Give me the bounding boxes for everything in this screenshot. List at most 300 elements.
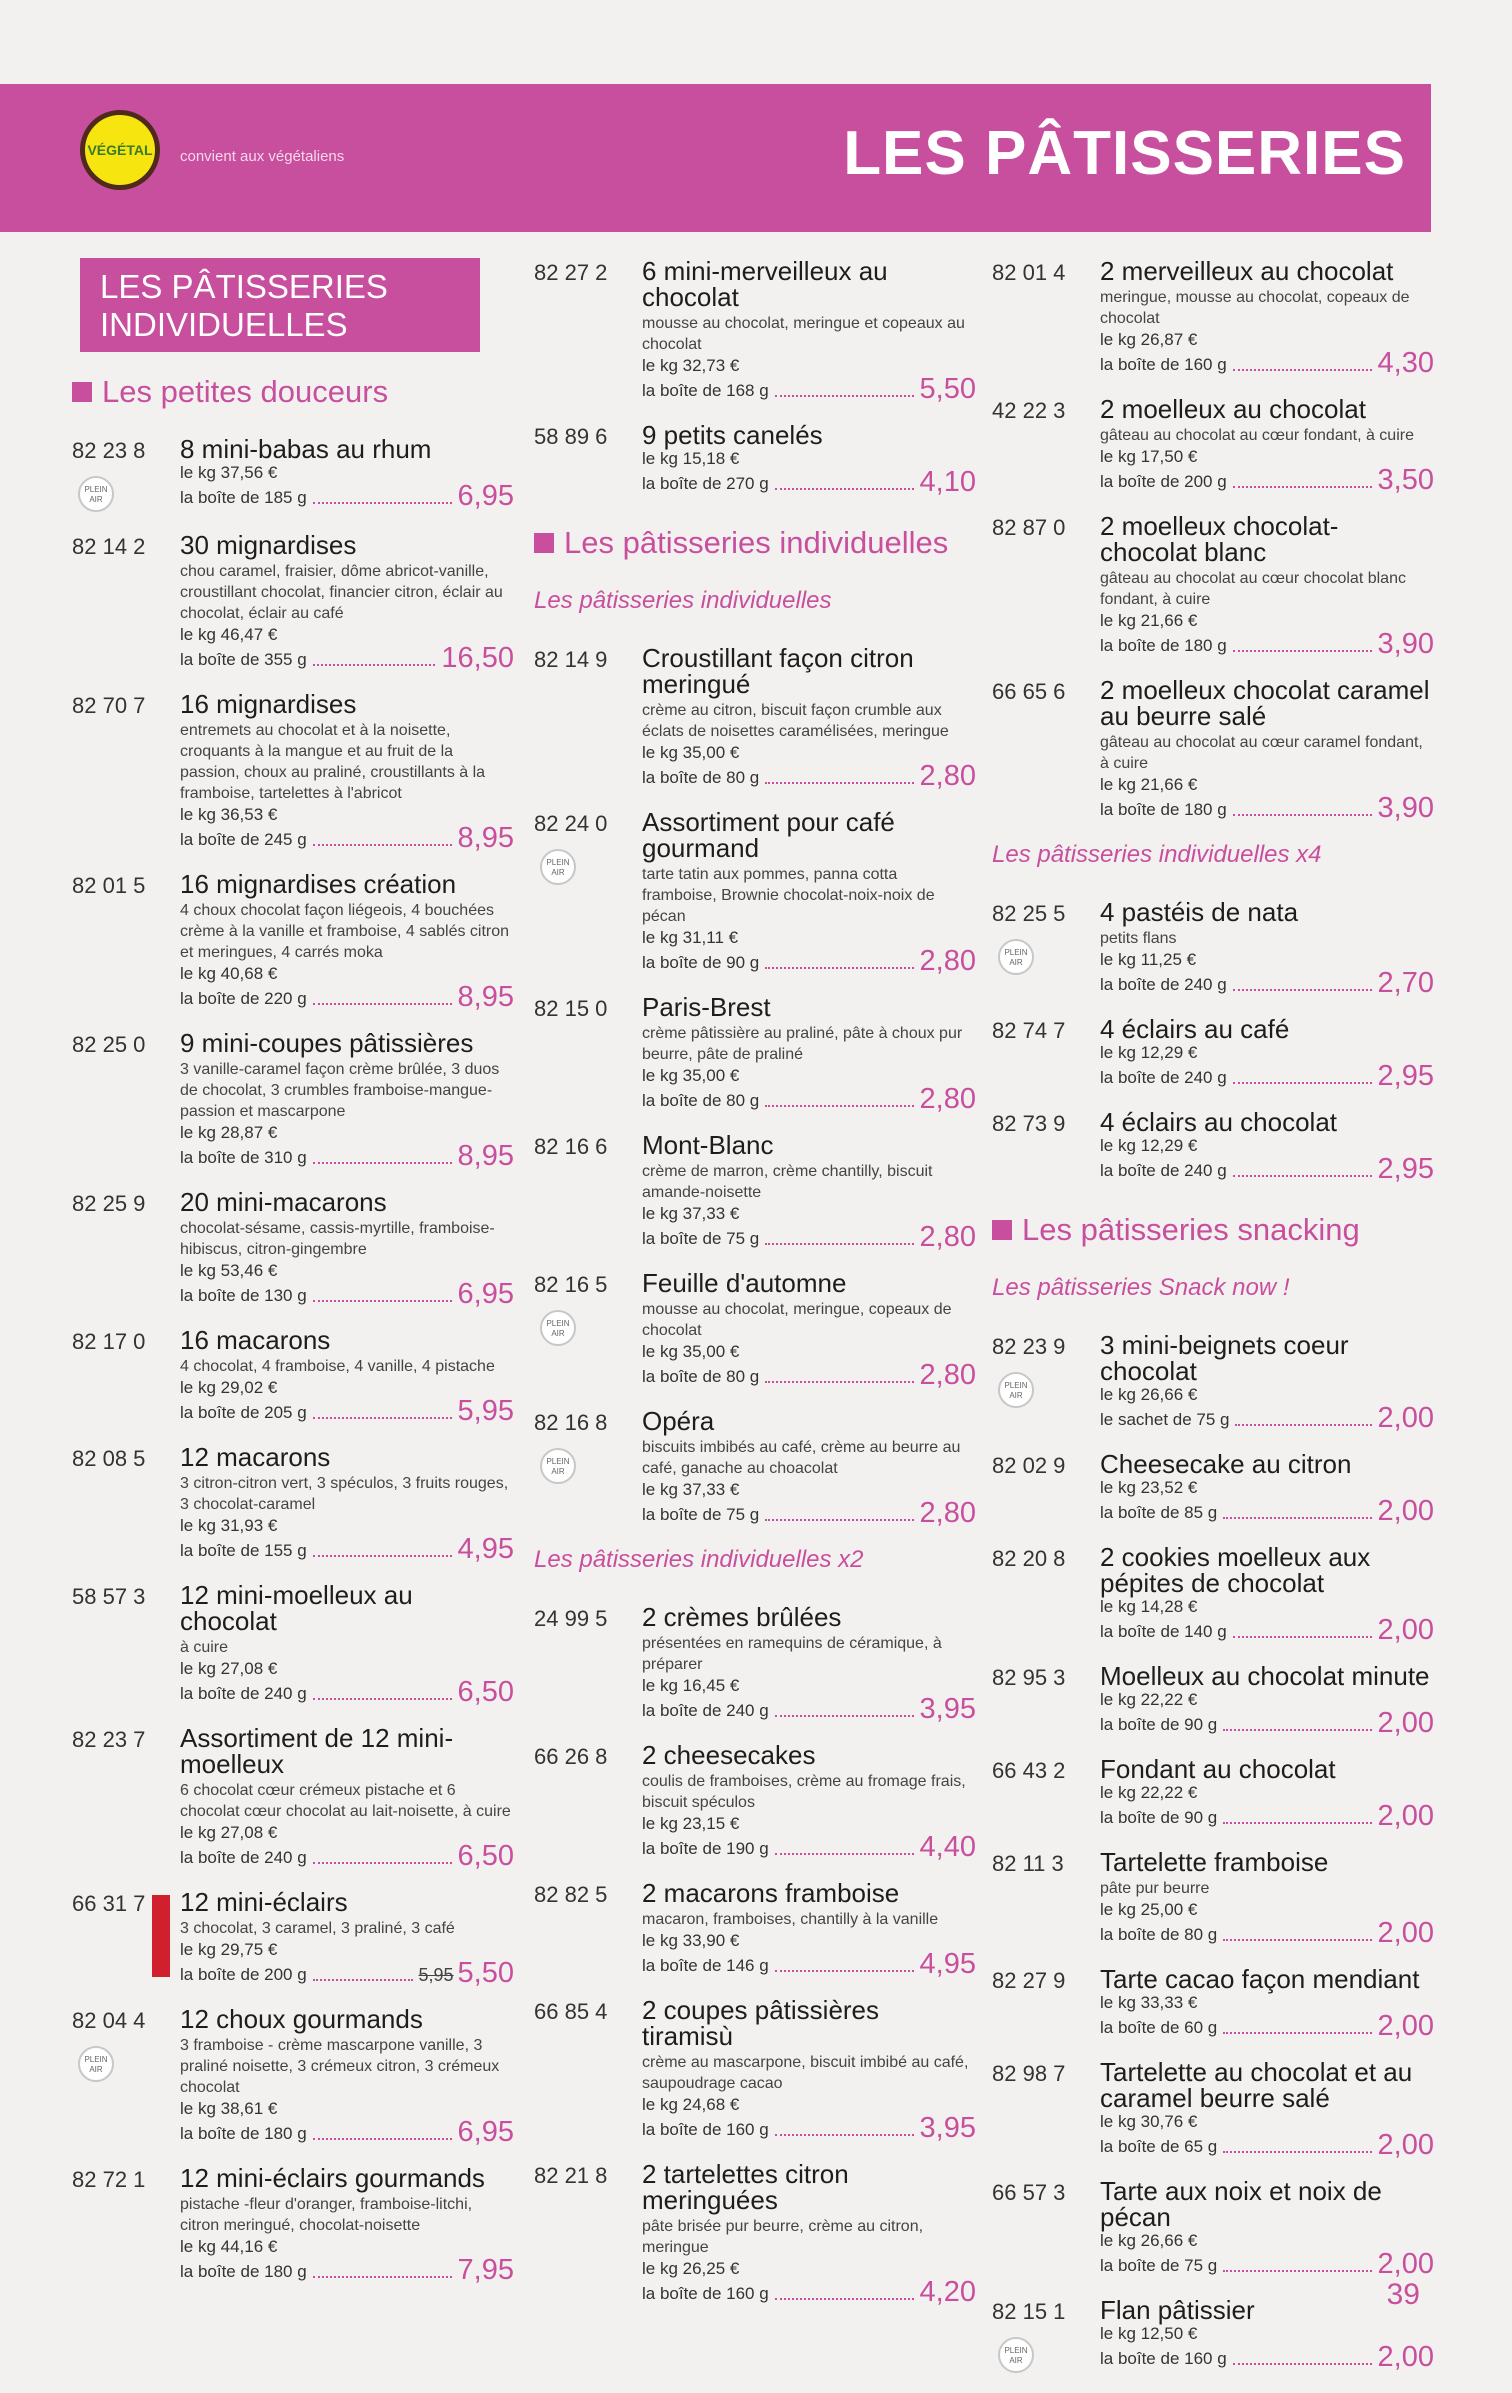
package-size: la boîte de 75 g xyxy=(642,1229,760,1248)
product-list xyxy=(72,434,514,2286)
price-per-kg: le kg 11,25 € xyxy=(1100,950,1197,969)
product-list xyxy=(534,643,976,1529)
sans-gluten-logo-icon: PLEIN AIR xyxy=(78,2046,114,2082)
vegetal-icon: VÉGÉTAL xyxy=(80,110,160,190)
product-price: 4,10 xyxy=(919,466,976,498)
dotted-leader xyxy=(313,1003,452,1005)
dotted-leader xyxy=(775,488,914,490)
package-size: la boîte de 60 g xyxy=(1100,2018,1218,2037)
price-per-kg: le kg 30,76 € xyxy=(1100,2112,1198,2131)
product-description: mousse au chocolat, meringue, copeaux de chocolat xyxy=(642,1301,952,1339)
product-item xyxy=(72,689,514,854)
product-info xyxy=(642,1406,976,1529)
product-name: Assortiment pour café gourmand xyxy=(642,807,895,863)
package-line xyxy=(1100,2010,1434,2042)
product-price: 2,00 xyxy=(1377,2341,1434,2373)
dotted-leader xyxy=(313,1698,452,1700)
product-name: 12 mini-éclairs xyxy=(180,1887,348,1917)
dotted-leader xyxy=(1233,1175,1372,1177)
product-description: 3 framboise - crème mascarpone vanille, 3 praliné noisette, 3 crémeux citron, 3 crémeux chocolat xyxy=(180,2037,500,2096)
product-description: gâteau au chocolat au cœur chocolat blanc fondant, à cuire xyxy=(1100,570,1406,608)
price-per-kg: le kg 15,18 € xyxy=(642,449,740,468)
product-item xyxy=(534,643,976,792)
product-info xyxy=(1100,1449,1434,1527)
product-description: pâte pur beurre xyxy=(1100,1880,1210,1897)
product-name: Moelleux au chocolat minute xyxy=(1100,1661,1430,1691)
product-code: 82 87 0 xyxy=(992,515,1066,540)
product-code: 82 17 0 xyxy=(72,1329,146,1354)
dotted-leader xyxy=(313,1862,452,1864)
dotted-leader xyxy=(1233,369,1372,371)
product-code: 42 22 3 xyxy=(992,398,1066,423)
dotted-leader xyxy=(313,1555,452,1557)
product-code: 82 23 8 xyxy=(72,438,146,463)
product-item xyxy=(534,1602,976,1725)
product-price: 6,95 xyxy=(457,1278,514,1310)
product-item xyxy=(992,1330,1434,1434)
sans-gluten-logo-icon: PLEIN AIR xyxy=(540,1448,576,1484)
product-price: 3,95 xyxy=(919,1693,976,1725)
product-code-wrap xyxy=(534,422,642,495)
product-code-wrap xyxy=(72,1889,180,1986)
product-price: 8,95 xyxy=(457,981,514,1013)
package-line xyxy=(642,2112,976,2144)
product-info xyxy=(180,530,514,674)
product-code: 82 15 1 xyxy=(992,2299,1066,2324)
product-code-wrap xyxy=(992,899,1100,996)
product-item xyxy=(534,420,976,498)
product-item xyxy=(992,897,1434,999)
price-per-kg: le kg 31,11 € xyxy=(642,928,739,947)
product-list xyxy=(992,256,1434,824)
product-price: 2,00 xyxy=(1377,1495,1434,1527)
dotted-leader xyxy=(313,2276,452,2278)
product-description: 4 choux chocolat façon liégeois, 4 bouchées crème à la vanille et framboise, 4 sablés citron et meringues, 4 carrés moka xyxy=(180,902,510,961)
product-item xyxy=(992,2176,1434,2280)
dotted-leader xyxy=(775,1853,914,1855)
product-description: pâte brisée pur beurre, crème au citron, meringue xyxy=(642,2218,924,2256)
dotted-leader xyxy=(1233,1082,1372,1084)
price-per-kg: le kg 12,29 € xyxy=(1100,1136,1198,1155)
product-item xyxy=(534,992,976,1115)
product-code: 66 57 3 xyxy=(992,2180,1066,2205)
price-per-kg: le kg 37,56 € xyxy=(180,463,278,482)
package-size: la boîte de 160 g xyxy=(642,2284,769,2303)
product-price: 2,95 xyxy=(1377,1060,1434,1092)
product-name: 2 coupes pâtissières tiramisù xyxy=(642,1995,880,2051)
package-line xyxy=(180,2116,514,2148)
price-per-kg: le kg 23,15 € xyxy=(642,1814,740,1833)
package-size: la boîte de 155 g xyxy=(180,1541,307,1560)
sans-gluten-logo-icon: PLEIN AIR xyxy=(540,849,576,885)
price-per-kg: le kg 31,93 € xyxy=(180,1516,278,1535)
dotted-leader xyxy=(1223,2151,1371,2153)
product-code: 82 16 8 xyxy=(534,1410,608,1435)
product-item xyxy=(72,869,514,1013)
product-item xyxy=(534,1130,976,1253)
product-item xyxy=(534,2159,976,2308)
dotted-leader xyxy=(765,1381,913,1383)
product-code-wrap xyxy=(72,1444,180,1562)
product-description: mousse au chocolat, meringue et copeaux au chocolat xyxy=(642,315,965,353)
product-code-wrap xyxy=(534,1132,642,1250)
product-info xyxy=(642,1602,976,1725)
package-line xyxy=(1100,464,1434,496)
product-code-wrap xyxy=(72,1189,180,1307)
price-per-kg: le kg 27,08 € xyxy=(180,1823,278,1842)
package-size: la boîte de 200 g xyxy=(180,1965,307,1984)
product-name: 4 éclairs au chocolat xyxy=(1100,1107,1338,1137)
page-number: 39 xyxy=(1386,2278,1420,2311)
product-info xyxy=(642,807,976,977)
product-code-wrap xyxy=(992,2297,1100,2373)
package-size: la boîte de 240 g xyxy=(1100,1068,1227,1087)
product-info xyxy=(1100,511,1434,660)
product-name: 2 macarons framboise xyxy=(642,1878,900,1908)
product-item xyxy=(72,530,514,674)
product-price: 4,40 xyxy=(919,1831,976,1863)
package-size: la boîte de 180 g xyxy=(1100,636,1227,655)
product-price: 3,95 xyxy=(919,2112,976,2144)
product-code-wrap xyxy=(992,2059,1100,2158)
price-per-kg: le kg 14,28 € xyxy=(1100,1597,1198,1616)
dotted-leader xyxy=(775,1715,914,1717)
product-description: coulis de framboises, crème au fromage frais, biscuit spéculos xyxy=(642,1773,966,1811)
product-description: chou caramel, fraisier, dôme abricot-vanille, croustillant chocolat, financier citron, éclair au chocolat, éclair au café xyxy=(180,563,503,622)
package-size: la boîte de 130 g xyxy=(180,1286,307,1305)
product-price: 2,00 xyxy=(1377,1800,1434,1832)
product-name: Tartelette au chocolat et au caramel beurre salé xyxy=(1100,2057,1413,2113)
product-price: 2,00 xyxy=(1377,1614,1434,1646)
product-code-wrap xyxy=(534,994,642,1112)
price-per-kg: le kg 16,45 € xyxy=(642,1676,740,1695)
dotted-leader xyxy=(1223,1939,1371,1941)
price-per-kg: le kg 21,66 € xyxy=(1100,775,1198,794)
product-code-wrap xyxy=(992,396,1100,493)
product-list xyxy=(534,1602,976,2308)
dotted-leader xyxy=(1235,1424,1371,1426)
product-name: 16 mignardises création xyxy=(180,869,457,899)
package-size: la boîte de 180 g xyxy=(180,2262,307,2281)
product-name: 3 mini-beignets coeur chocolat xyxy=(1100,1330,1349,1386)
price-per-kg: le kg 26,25 € xyxy=(642,2259,740,2278)
package-line xyxy=(1100,1800,1434,1832)
product-code: 24 99 5 xyxy=(534,1606,608,1631)
package-size: la boîte de 168 g xyxy=(642,381,769,400)
product-info xyxy=(642,1740,976,1863)
product-code: 82 25 9 xyxy=(72,1191,146,1216)
product-price: 4,30 xyxy=(1377,347,1434,379)
product-price: 6,50 xyxy=(457,1840,514,1872)
product-name: 8 mini-babas au rhum xyxy=(180,434,432,464)
product-info xyxy=(180,1887,514,1989)
package-line xyxy=(642,466,976,498)
product-item xyxy=(992,1661,1434,1739)
product-price: 4,95 xyxy=(457,1533,514,1565)
product-item xyxy=(72,2163,514,2286)
dotted-leader xyxy=(1233,1636,1372,1638)
package-line xyxy=(1100,1153,1434,1185)
product-item xyxy=(992,1107,1434,1185)
column-3 xyxy=(992,258,1434,2393)
column-2 xyxy=(534,258,976,2325)
product-item xyxy=(72,1887,514,1989)
product-code-wrap xyxy=(534,809,642,974)
package-size: la boîte de 75 g xyxy=(642,1505,760,1524)
product-info xyxy=(180,1723,514,1872)
product-code-wrap xyxy=(72,1030,180,1169)
package-line xyxy=(1100,792,1434,824)
product-code-wrap xyxy=(992,2178,1100,2277)
product-price: 5,50 xyxy=(919,373,976,405)
product-name: Tarte aux noix et noix de pécan xyxy=(1100,2176,1382,2232)
category-label: Les pâtisseries individuelles xyxy=(564,525,949,560)
package-line xyxy=(642,373,976,405)
category-heading xyxy=(534,525,976,561)
product-description: 6 chocolat cœur crémeux pistache et 6 chocolat cœur chocolat au lait-noisette, à cuire xyxy=(180,1782,511,1820)
product-item xyxy=(534,256,976,405)
product-info xyxy=(642,2159,976,2308)
package-line xyxy=(180,480,514,512)
package-line xyxy=(642,1831,976,1863)
product-code: 82 74 7 xyxy=(992,1018,1066,1043)
price-per-kg: le kg 53,46 € xyxy=(180,1261,278,1280)
product-price: 5,50 xyxy=(457,1957,514,1989)
package-line xyxy=(180,1140,514,1172)
product-code: 82 21 8 xyxy=(534,2163,608,2188)
package-size: la boîte de 240 g xyxy=(180,1684,307,1703)
product-price: 7,95 xyxy=(457,2254,514,2286)
product-code: 82 24 0 xyxy=(534,811,608,836)
product-code-wrap xyxy=(72,436,180,512)
product-name: 12 mini-moelleux au chocolat xyxy=(180,1580,413,1636)
product-code-wrap xyxy=(534,2161,642,2305)
product-code: 82 25 0 xyxy=(72,1032,146,1057)
product-info xyxy=(642,1995,976,2144)
product-name: Croustillant façon citron meringué xyxy=(642,643,914,699)
dotted-leader xyxy=(775,1970,914,1972)
product-code-wrap xyxy=(72,871,180,1010)
product-info xyxy=(642,1130,976,1253)
old-price: 5,95 xyxy=(418,1965,454,1985)
product-info xyxy=(642,643,976,792)
product-list xyxy=(992,897,1434,1185)
product-description: gâteau au chocolat au cœur caramel fondant, à cuire xyxy=(1100,734,1423,772)
product-name: 4 pastéis de nata xyxy=(1100,897,1299,927)
sans-gluten-logo-icon: PLEIN AIR xyxy=(998,1372,1034,1408)
dotted-leader xyxy=(1223,2032,1371,2034)
package-line xyxy=(1100,1614,1434,1646)
package-size: la boîte de 160 g xyxy=(642,2120,769,2139)
product-name: 2 merveilleux au chocolat xyxy=(1100,256,1394,286)
package-line xyxy=(1100,2129,1434,2161)
product-code-wrap xyxy=(992,1663,1100,1736)
price-per-kg: le kg 35,00 € xyxy=(642,743,740,762)
product-code: 82 82 5 xyxy=(534,1882,608,1907)
package-line xyxy=(180,822,514,854)
package-size: la boîte de 270 g xyxy=(642,474,769,493)
package-size: la boîte de 185 g xyxy=(180,488,307,507)
product-code: 66 65 6 xyxy=(992,679,1066,704)
price-per-kg: le kg 38,61 € xyxy=(180,2099,278,2118)
product-name: 4 éclairs au café xyxy=(1100,1014,1290,1044)
product-name: 12 choux gourmands xyxy=(180,2004,423,2034)
price-per-kg: le kg 22,22 € xyxy=(1100,1783,1198,1802)
price-per-kg: le kg 29,75 € xyxy=(180,1940,278,1959)
product-code-wrap xyxy=(72,691,180,851)
product-code-wrap xyxy=(534,1604,642,1722)
package-size: la boîte de 200 g xyxy=(1100,472,1227,491)
package-size: la boîte de 75 g xyxy=(1100,2256,1218,2275)
price-per-kg: le kg 17,50 € xyxy=(1100,447,1198,466)
vegetal-note: convient aux végétaliens xyxy=(180,148,345,165)
product-description: 3 chocolat, 3 caramel, 3 praliné, 3 café xyxy=(180,1920,455,1937)
product-info xyxy=(180,689,514,854)
product-code-wrap xyxy=(534,645,642,789)
product-info xyxy=(180,1187,514,1310)
product-name: 9 mini-coupes pâtissières xyxy=(180,1028,474,1058)
product-description: 4 chocolat, 4 framboise, 4 vanille, 4 pistache xyxy=(180,1358,495,1375)
product-code: 82 72 1 xyxy=(72,2167,146,2192)
product-code-wrap xyxy=(534,1270,642,1388)
dotted-leader xyxy=(765,1105,913,1107)
product-code: 82 14 2 xyxy=(72,534,146,559)
product-code: 82 16 6 xyxy=(534,1134,608,1159)
product-item xyxy=(72,1028,514,1172)
product-code-wrap xyxy=(992,1016,1100,1089)
product-name: 2 moelleux chocolat-chocolat blanc xyxy=(1100,511,1339,567)
package-size: la boîte de 245 g xyxy=(180,830,307,849)
product-price: 2,00 xyxy=(1377,2129,1434,2161)
product-info xyxy=(180,436,514,512)
package-size: la boîte de 80 g xyxy=(642,1367,760,1386)
dotted-leader xyxy=(313,844,452,846)
dotted-leader xyxy=(313,502,452,504)
product-code-wrap xyxy=(992,1544,1100,1643)
product-info xyxy=(1100,1542,1434,1646)
product-name: Fondant au chocolat xyxy=(1100,1754,1336,1784)
dotted-leader xyxy=(1233,2363,1372,2365)
product-price: 2,95 xyxy=(1377,1153,1434,1185)
section-title-box: LES PÂTISSERIES INDIVIDUELLES xyxy=(80,258,480,352)
product-name: Flan pâtissier xyxy=(1100,2295,1255,2325)
package-line xyxy=(642,1693,976,1725)
product-info xyxy=(1100,897,1434,999)
product-description: à cuire xyxy=(180,1639,229,1656)
dotted-leader xyxy=(765,967,913,969)
product-info xyxy=(1100,256,1434,379)
product-name: 20 mini-macarons xyxy=(180,1187,387,1217)
product-code: 82 01 5 xyxy=(72,873,146,898)
product-item xyxy=(534,1740,976,1863)
package-size: la boîte de 160 g xyxy=(1100,2349,1227,2368)
product-description: présentées en ramequins de céramique, à préparer xyxy=(642,1635,942,1673)
price-per-kg: le kg 12,50 € xyxy=(1100,2324,1198,2343)
product-item xyxy=(72,1442,514,1565)
package-line xyxy=(180,1533,514,1565)
category-label: Les pâtisseries snacking xyxy=(1022,1212,1360,1247)
product-item xyxy=(72,1325,514,1427)
package-line xyxy=(1100,347,1434,379)
product-description: crème au citron, biscuit façon crumble aux éclats de noisettes caramélisées, meringue xyxy=(642,702,949,740)
product-description: crème pâtissière au praliné, pâte à choux pur beurre, pâte de praliné xyxy=(642,1025,963,1063)
product-name: 2 cookies moelleux aux pépites de chocolat xyxy=(1100,1542,1371,1598)
product-info xyxy=(180,2163,514,2286)
price-per-kg: le kg 28,87 € xyxy=(180,1123,278,1142)
product-name: Tarte cacao façon mendiant xyxy=(1100,1964,1420,1994)
package-line xyxy=(642,760,976,792)
package-line xyxy=(180,642,514,674)
price-per-kg: le kg 26,66 € xyxy=(1100,2231,1198,2250)
product-item xyxy=(992,1754,1434,1832)
product-item xyxy=(992,1014,1434,1092)
package-size: la boîte de 240 g xyxy=(1100,975,1227,994)
product-description: tarte tatin aux pommes, panna cotta framboise, Brownie chocolat-noix-noix de pécan xyxy=(642,866,935,925)
subcategory-heading: Les pâtisseries individuelles x2 xyxy=(534,1546,864,1573)
product-name: 30 mignardises xyxy=(180,530,357,560)
product-item xyxy=(992,2297,1434,2373)
product-item xyxy=(534,807,976,977)
package-line xyxy=(180,2254,514,2286)
dotted-leader xyxy=(1223,1517,1371,1519)
dotted-leader xyxy=(1233,650,1372,652)
product-info xyxy=(180,2004,514,2148)
product-name: Cheesecake au citron xyxy=(1100,1449,1352,1479)
sans-gluten-logo-icon: PLEIN AIR xyxy=(540,1310,576,1346)
product-code-wrap xyxy=(72,2006,180,2145)
product-item xyxy=(534,1268,976,1391)
product-description: 3 citron-citron vert, 3 spéculos, 3 fruits rouges, 3 chocolat-caramel xyxy=(180,1475,509,1513)
product-code: 82 23 7 xyxy=(72,1727,146,1752)
product-info xyxy=(642,420,976,498)
sans-gluten-logo-icon: PLEIN AIR xyxy=(998,939,1034,975)
product-price: 4,95 xyxy=(919,1948,976,1980)
price-per-kg: le kg 33,90 € xyxy=(642,1931,740,1950)
product-description: macaron, framboises, chantilly à la vanille xyxy=(642,1911,939,1928)
product-price: 6,95 xyxy=(457,2116,514,2148)
product-price: 6,95 xyxy=(457,480,514,512)
package-size: la boîte de 310 g xyxy=(180,1148,307,1167)
product-item xyxy=(992,1542,1434,1646)
product-price: 8,95 xyxy=(457,822,514,854)
product-info xyxy=(1100,1014,1434,1092)
package-size: la boîte de 65 g xyxy=(1100,2137,1218,2156)
column-1 xyxy=(72,258,514,2303)
product-price: 5,95 xyxy=(457,1395,514,1427)
package-line xyxy=(1100,1060,1434,1092)
price-per-kg: le kg 35,00 € xyxy=(642,1066,740,1085)
product-price: 3,90 xyxy=(1377,792,1434,824)
package-size: la boîte de 355 g xyxy=(180,650,307,669)
package-size: la boîte de 140 g xyxy=(1100,1622,1227,1641)
product-price: 3,90 xyxy=(1377,628,1434,660)
product-name: 12 mini-éclairs gourmands xyxy=(180,2163,485,2193)
product-code: 66 85 4 xyxy=(534,1999,608,2024)
product-code-wrap xyxy=(534,1742,642,1860)
product-code: 66 26 8 xyxy=(534,1744,608,1769)
product-price: 2,80 xyxy=(919,1359,976,1391)
subcategory-heading: Les pâtisseries individuelles x4 xyxy=(992,841,1322,868)
package-line xyxy=(1100,1495,1434,1527)
package-size: la boîte de 146 g xyxy=(642,1956,769,1975)
package-line xyxy=(180,1676,514,1708)
sans-gluten-logo-icon: PLEIN AIR xyxy=(998,2337,1034,2373)
dotted-leader xyxy=(1223,1729,1371,1731)
price-per-kg: le kg 25,00 € xyxy=(1100,1900,1198,1919)
dotted-leader xyxy=(1223,2270,1371,2272)
product-info xyxy=(642,1878,976,1980)
package-line xyxy=(1100,628,1434,660)
